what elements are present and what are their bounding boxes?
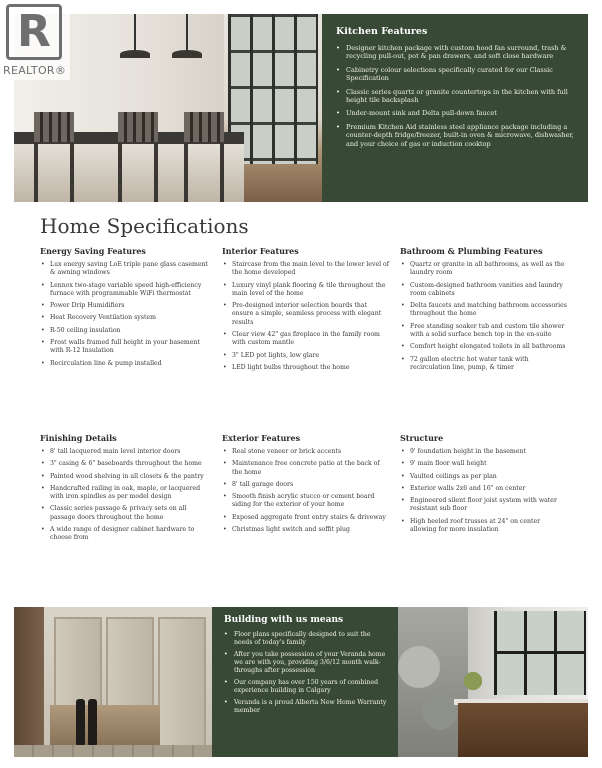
section-heading: Exterior Features bbox=[222, 433, 301, 443]
building-with-us-title: Building with us means bbox=[224, 615, 344, 625]
list-item: • Lennox two-stage variable speed high-efficiency furnace with programmable WiFi thermostat bbox=[40, 282, 208, 299]
section-heading: Structure bbox=[400, 433, 444, 443]
realtor-logo-text: REALTOR® bbox=[3, 64, 67, 77]
kitchen-features-title: Kitchen Features bbox=[336, 26, 428, 37]
interior-features-list bbox=[222, 261, 390, 372]
kitchen-features-panel bbox=[322, 14, 588, 202]
list-item: • 9' main floor wall height bbox=[400, 460, 568, 468]
list-item: • Our company has over 150 years of combined experience building in Calgary bbox=[224, 679, 390, 695]
cabinet-door bbox=[158, 617, 206, 757]
list-item: • Veranda is a proud Alberta New Home Warranty member bbox=[224, 699, 390, 715]
list-item: • 3" LED pot lights, low glare bbox=[222, 352, 390, 360]
list-item: • Comfort height elongated toilets in all bathrooms bbox=[400, 343, 568, 351]
list-item: • 8' tall lacquered main level interior doors bbox=[40, 448, 208, 456]
list-item: • R-50 ceiling insulation bbox=[40, 327, 208, 335]
mudroom-floor bbox=[14, 745, 212, 757]
mudroom-bench bbox=[50, 705, 160, 745]
structure-column bbox=[400, 433, 568, 538]
pendant-light bbox=[134, 14, 136, 52]
section-heading: Finishing Details bbox=[40, 433, 117, 443]
bar-stool bbox=[34, 112, 74, 202]
list-item: • 8' tall garage doors bbox=[222, 481, 390, 489]
list-item: • Maintenance free concrete patio at the back of the home bbox=[222, 460, 390, 477]
list-item: • 9' foundation height in the basement bbox=[400, 448, 568, 456]
realtor-logo-icon: R bbox=[6, 4, 62, 60]
list-item: • LED light bulbs throughout the home bbox=[222, 364, 390, 372]
list-item: • Real stone veneer or brick accents bbox=[222, 448, 390, 456]
energy-saving-column bbox=[40, 246, 208, 372]
list-item: • Free standing soaker tub and custom tile shower with a solid surface bench top in the en-suite bbox=[400, 323, 568, 340]
list-item: • Engineered silent floor joist system with water resistant sub floor bbox=[400, 497, 568, 514]
list-item: • Designer kitchen package with custom hood fan surround, trash & recycling pull-out, pot & pan drawers, and soft close hardware bbox=[336, 44, 578, 61]
list-item: • Recirculation line & pump installed bbox=[40, 360, 208, 368]
list-item: • Cabinetry colour selections specifically curated for our Classic Specification bbox=[336, 66, 578, 83]
bar-stool bbox=[118, 112, 158, 202]
list-item: • Quartz or granite in all bathrooms, as well as the laundry room bbox=[400, 261, 568, 278]
list-item: • Floor plans specifically designed to suit the needs of today's family bbox=[224, 631, 390, 647]
list-item: • Premium Kitchen Aid stainless steel appliance package including a counter-depth fridge/freezer, built-in oven & microwave, dishwasher, and your choice of gas or induction cooktop bbox=[336, 123, 578, 148]
page-title: Home Specifications bbox=[40, 214, 249, 238]
bathroom-plumbing-column bbox=[400, 246, 568, 376]
list-item: • Christmas light switch and soffit plug bbox=[222, 526, 390, 534]
list-item: • Exposed aggregate front entry stairs & driveway bbox=[222, 514, 390, 522]
boot bbox=[88, 699, 97, 745]
list-item: • Frost walls framed full height in your basement with R-12 Insulation bbox=[40, 339, 208, 356]
list-item: • 72 gallon electric hot water tank with recirculation line, pump, & timer bbox=[400, 356, 568, 373]
list-item: • Smooth finish acrylic stucco or cement board siding for the exterior of your home bbox=[222, 493, 390, 510]
list-item: • Heat Recovery Ventilation system bbox=[40, 314, 208, 322]
pendant-light bbox=[186, 14, 188, 52]
list-item: • High heeled roof trusses at 24" on center allowing for more insulation bbox=[400, 518, 568, 535]
section-heading: Energy Saving Features bbox=[40, 246, 146, 256]
list-item: • A wide range of designer cabinet hardware to choose from bbox=[40, 526, 208, 543]
door-frame bbox=[14, 607, 44, 757]
list-item: • Staircase from the main level to the lower level of the home developed bbox=[222, 261, 390, 278]
list-item: • Luxury vinyl plank flooring & tile throughout the main level of the home bbox=[222, 282, 390, 299]
list-item: • Under-mount sink and Delta pull-down faucet bbox=[336, 109, 578, 117]
list-item: • Handcrafted railing in oak, maple, or lacquered with iron spindles as per model design bbox=[40, 485, 208, 502]
realtor-watermark bbox=[0, 0, 70, 80]
bathroom-photo bbox=[398, 607, 588, 757]
list-item: • After you take possession of your Veranda home we are with you, providing 3/6/12 month walk-throughs after possession bbox=[224, 651, 390, 675]
boot bbox=[76, 699, 85, 745]
exterior-features-column bbox=[222, 433, 390, 538]
list-item: • Lux energy saving LoE triple pane glass casement & awning windows bbox=[40, 261, 208, 278]
interior-features-column bbox=[222, 246, 390, 376]
plant bbox=[464, 669, 482, 699]
list-item: • Custom-designed bathroom vanities and laundry room cabinets bbox=[400, 282, 568, 299]
vanity-cabinet bbox=[458, 703, 588, 757]
list-item: • Power Drip Humidifiers bbox=[40, 302, 208, 310]
kitchen-features-list bbox=[336, 44, 578, 148]
building-with-us-panel bbox=[212, 607, 398, 757]
list-item: • Vaulted ceilings as per plan bbox=[400, 473, 568, 481]
list-item: • Painted wood shelving in all closets & the pantry bbox=[40, 473, 208, 481]
list-item: • Exterior walls 2x6 and 16" on center bbox=[400, 485, 568, 493]
list-item: • Delta faucets and matching bathroom accessories throughout the home bbox=[400, 302, 568, 319]
finishing-details-list bbox=[40, 448, 208, 543]
list-item: • 3" casing & 6" baseboards throughout the home bbox=[40, 460, 208, 468]
section-heading: Bathroom & Plumbing Features bbox=[400, 246, 543, 256]
list-item: • Classic series quartz or granite countertops in the kitchen with full height tile backsplash bbox=[336, 88, 578, 105]
finishing-details-column bbox=[40, 433, 208, 547]
bar-stool bbox=[184, 112, 224, 202]
exterior-features-list bbox=[222, 448, 390, 534]
list-item: • Clear view 42" gas fireplace in the family room with custom mantle bbox=[222, 331, 390, 348]
list-item: • Classic series passage & privacy sets on all passage doors throughout the home bbox=[40, 505, 208, 522]
structure-list bbox=[400, 448, 568, 534]
bathroom-plumbing-list bbox=[400, 261, 568, 372]
bathroom-window bbox=[494, 611, 586, 695]
energy-saving-list bbox=[40, 261, 208, 368]
list-item: • Pre-designed interior selection boards that ensure a simple, seamless process with elegant results bbox=[222, 302, 390, 327]
building-with-us-list bbox=[224, 631, 390, 715]
mudroom-photo bbox=[14, 607, 212, 757]
section-heading: Interior Features bbox=[222, 246, 299, 256]
